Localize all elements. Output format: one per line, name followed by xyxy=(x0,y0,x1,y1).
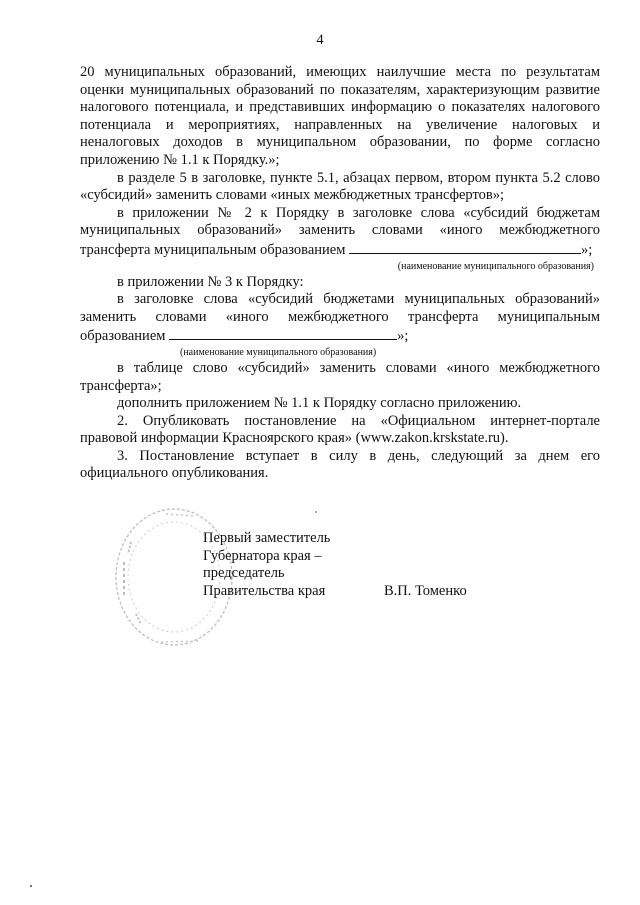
signature-position xyxy=(203,530,330,600)
paragraph-3-text: в приложении № 2 к Порядку в заголовке слова «субсидий бюджетам муниципальных образований» заменить словами «иного межбюджетного трансферта муниципальным образованием xyxy=(80,204,600,258)
caption-municipality-2: (наименование муниципального образования) xyxy=(180,346,377,358)
caption-municipality-1: (наименование муниципального образования) xyxy=(397,260,594,272)
document-body xyxy=(80,64,600,483)
paragraph-2: в разделе 5 в заголовке, пункте 5.1, абзацах первом, втором пункта 5.2 слово «субсидий» заменить словами «иных межбюджетных трансфертов»; xyxy=(80,169,600,204)
page-number: 4 xyxy=(316,32,324,48)
fill-in-blank xyxy=(169,326,397,340)
paragraph-4: в приложении № 3 к Порядку: xyxy=(117,273,304,290)
signature-line-4: Правительства края xyxy=(203,582,326,599)
paragraph-7: дополнить приложением № 1.1 к Порядку согласно приложению. xyxy=(117,395,522,412)
scan-speck xyxy=(30,885,32,887)
paragraph-6: в таблице слово «субсидий» заменить словами «иного межбюджетного трансферта»; xyxy=(80,359,600,394)
paragraph-3-end: »; xyxy=(581,241,593,258)
signature-line-2: Губернатора края – xyxy=(203,547,322,564)
scan-speck xyxy=(315,511,317,513)
fill-in-blank xyxy=(349,240,581,254)
signature-line-3: председатель xyxy=(203,565,285,582)
signer-name: В.П. Томенко xyxy=(384,583,467,599)
paragraph-5-end: »; xyxy=(397,328,409,345)
paragraph-8: 2. Опубликовать постановление на «Официальном интернет-портале правовой информации Красноярского края» (www.zakon.krskstate.ru). xyxy=(80,412,600,447)
paragraph-3 xyxy=(80,205,600,260)
signature-line-1: Первый заместитель xyxy=(203,530,331,546)
paragraph-5-text: в заголовке слова «субсидий бюджетами муниципальных образований» заменить словами «иного межбюджетного трансферта муниципальным образованием xyxy=(80,291,600,345)
paragraph-5 xyxy=(80,291,600,346)
paragraph-9: 3. Постановление вступает в силу в день, следующий за днем его официального опубликования. xyxy=(80,447,600,482)
paragraph-1: 20 муниципальных образований, имеющих наилучшие места по результатам оценки муниципальных образований по показателям, характеризующим развитие налогового потенциала, и представивших информацию о показателях налогового потенциала и мероприятиях, направленных на увеличение налоговых и неналоговых доходов в муниципальном образовании, по форме согласно приложению № 1.1 к Порядку.»; xyxy=(80,64,600,168)
